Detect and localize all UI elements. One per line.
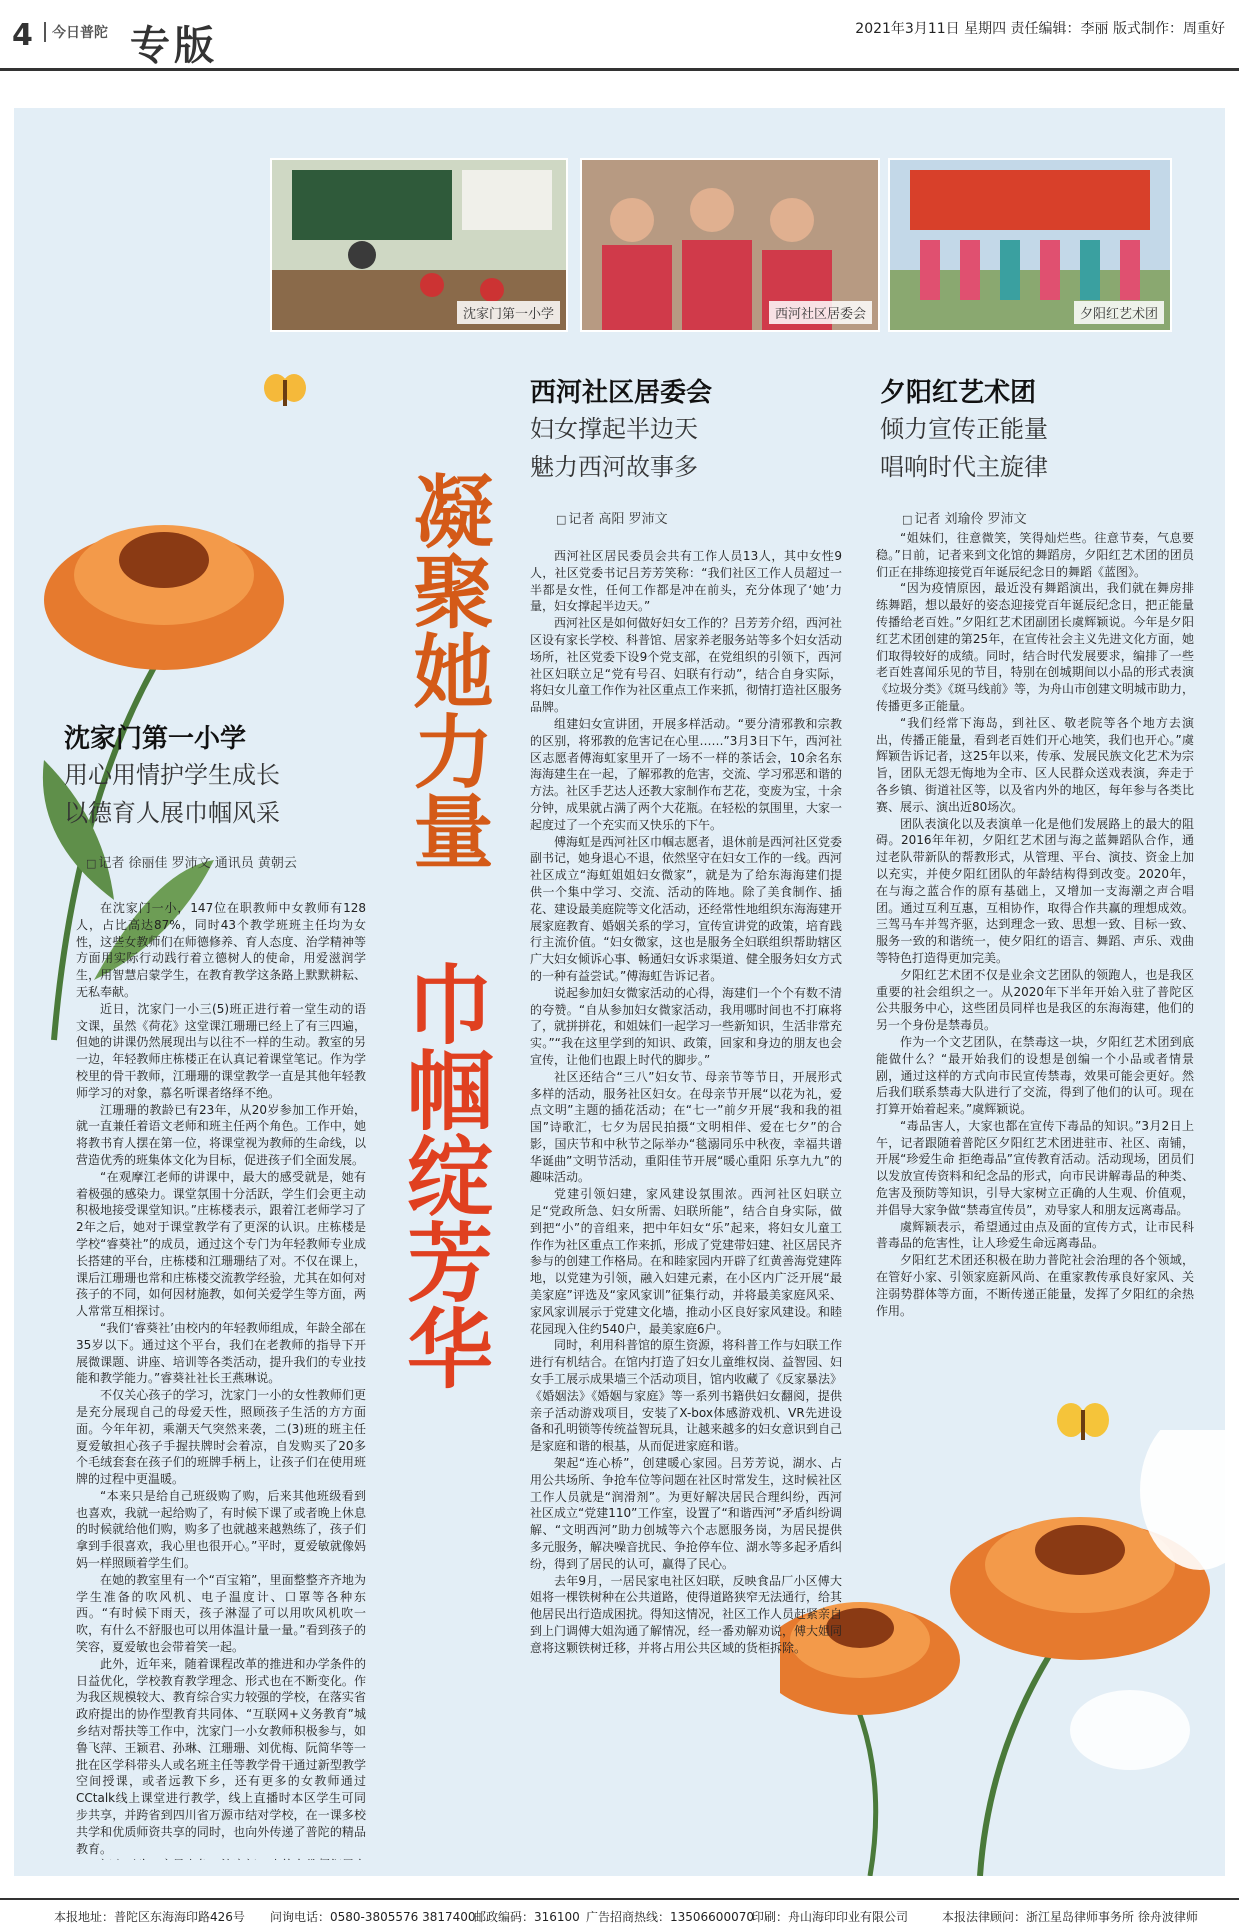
paragraph: “在观摩江老师的讲课中，最大的感受就是，她有着极强的感染力。课堂氛围十分活跃，学生们会更主动积极地接受课堂知识。”庄栋楼表示，跟着江老师学习了2年之后，她对于课堂教学有了更深的认识。庄栋楼是学校“睿葵社”的成员，通过这个专门为年轻教师专业成长搭建的平台，庄栋楼和江珊珊结了对。不仅在课上，课后江珊珊也常和庄栋楼交流教学经验，尤其在如何对孩子的不同，如何因材施教，如何关爱学生等方面，两人常常互相探讨。 xyxy=(76,1169,366,1319)
paragraph: 不仅关心孩子的学习，沈家门一小的女性教师们更是充分展现自己的母爱天性，照顾孩子生活的方方面面。今年年初，乘潮天气突然来袭，二(3)班的班主任夏爱敏担心孩子手握扶牌时会着凉，自发购买了20多个毛绒套套在孩子们的班牌手柄上，让孩子们在使用班牌的过程中更温暖。 xyxy=(76,1388,366,1487)
paragraph: 社区还结合“三八”妇女节、母亲节等节日，开展形式多样的活动，服务社区妇女。在母亲节开展“以花为礼，爱点文明”主题的插花活动；在“七一”前夕开展“我和我的祖国”诗歌汇，七夕为居民拍摄“文明相伴、爱在七夕”的合影，国庆节和中秋节之际举办“毯溺同乐中秋夜，幸福共谱华诞曲”文明节活动，重阳佳节开展“暖心重阳 乐享九九”的趣味活动。 xyxy=(530,1069,842,1185)
paragraph xyxy=(76,1857,366,1860)
footer-lawyer: 本报法律顾问：浙江星岛律师事务所 徐舟波律师 xyxy=(942,1910,1198,1924)
main-headline-line1: 凝聚她力量 xyxy=(400,470,494,870)
article-body-art-troupe xyxy=(876,530,1194,1370)
photo-school xyxy=(270,158,568,332)
article-subtitle-art-troupe-2: 唱响时代主旋律 xyxy=(880,453,1048,481)
newspaper-logo: 今日普陀 xyxy=(44,22,108,42)
paragraph: “姐妹们，往意微笑，笑得灿烂些。往意节奏，气息要稳。”日前，记者来到文化馆的舞蹈房，夕阳红艺术团的团员们正在排练迎接党百年诞辰纪念日的舞蹈《蓝图》。 xyxy=(876,531,1194,579)
paragraph: “因为疫情原因，最近没有舞蹈演出，我们就在舞房排练舞蹈，想以最好的姿态迎接党百年诞辰纪念日，把正能量传播给老百姓。”夕阳红艺术团副团长虞辉颖说。今年是夕阳红艺术团创建的第25年，在宣传社会主义先进文化方面，她们取得较好的成绩。同时，结合时代发展要求，编排了一些老百姓喜闻乐见的节目，特别在创城期间以小品的形式表演《垃圾分类》《斑马线前》等，为舟山市创建文明城市助力，传播更多正能量。 xyxy=(876,581,1194,713)
section-title: 专版 xyxy=(130,23,218,69)
flower-bottom-right-icon xyxy=(780,1430,1225,1876)
paragraph: 夕阳红艺术团不仅是业余文艺团队的领跑人，也是我区重要的社会组织之一。从2020年下半年开始入驻了普陀区公共服务中心，这些团员同样也是我区的东海海建，他们的另一个身份是禁毒员。 xyxy=(876,967,1194,1033)
article-byline-art-troupe: □ 记者 刘瑜伶 罗沛文 xyxy=(902,508,1027,527)
paragraph: 西河社区居民委员会共有工作人员13人，其中女性9人，社区党委书记吕芳芳笑称：“我们社区工作人员超过一半都是女性，任何工作都是冲在前头，充分体现了‘她’力量，妇女撑起半边天。” xyxy=(530,549,842,614)
paragraph: “本来只是给自己班级购了购，后来其他班级看到也喜欢，我就一起给购了，有时候下课了或者晚上休息的时候就给他们购，购多了也就越来越熟练了，孩子们拿到手很喜欢，我心里也很开心。”平时，夏爱敏就像妈妈一样照顾着学生们。 xyxy=(76,1488,366,1571)
paragraph: 去年9月，一居民家电社区妇联，反映食品厂小区傅大姐将一棵铁树种在公共道路，使得道路狭窄无法通行，给其他居民出行造成困扰。得知这情况，社区工作人员赶紧亲自到上门调傅大姐沟通了解情况，经一番劝解劝说，傅大姐同意将这颗铁树迁移，并将占用公共区域的货柜拆除。 xyxy=(530,1573,842,1655)
article-title-art-troupe: 夕阳红艺术团 xyxy=(880,378,1037,408)
footer-ad-phone: 广告招商热线：13506600070 xyxy=(586,1910,754,1924)
photo-caption-school: 沈家门第一小学 xyxy=(457,301,560,324)
paragraph: 党建引领妇建，家风建设氛围浓。西河社区妇联立足“党政所急、妇女所需、妇联所能”，结合自身实际，做到把“小”的音组来，把中年妇女“乐”起来，将妇女儿童工作作为社区重点工作来抓，形成了党建带妇建、社区居民齐参与的创建工作格局。在和睦家园内开辟了红黄善海党建阵地，以党建为引领，融入妇建元素，在小区内广泛开展“最美家庭”评选及“家风家训”征集行动，并将最美家庭风采、家风家训展示于党建文化墙，推动小区良好家风建设。和睦花园现入住约540户，最美家庭6户。 xyxy=(530,1187,842,1336)
issue-info: 2021年3月11日 星期四 责任编辑：李丽 版式制作：周重好 xyxy=(855,21,1225,37)
article-byline-school: □ 记者 徐丽佳 罗沛文 通讯员 黄朝云 xyxy=(86,852,297,871)
photo-caption-art-troupe: 夕阳红艺术团 xyxy=(1074,301,1164,324)
article-subtitle-school-2: 以德育人展巾帼风采 xyxy=(64,799,280,827)
footer-postcode: 邮政编码：316100 xyxy=(474,1910,580,1924)
footer-printer: 印刷：舟山海印印业有限公司 xyxy=(752,1910,909,1924)
page-footer xyxy=(0,1898,1239,1929)
paragraph: 在沈家门一小，147位在职教师中女教师有128人，占比高达87%，同时43个教学班班主任均为女性，这些女教师们在师德修养、育人态度、治学精神等方面用实际行动践行着立德树人的使命，用爱滋润学生，用智慧启蒙学生，在教育教学这条路上默默耕耘、无私奉献。 xyxy=(76,901,366,999)
paragraph: “毒品害人，大家也都在宣传下毒品的知识。”3月2日上午，记者跟随着普陀区夕阳红艺术团进驻市、社区、南铺，开展“珍爱生命 拒绝毒品”宣传教育活动。活动现场，团员们以发放宣传资料和纪念品的形式，向市民讲解毒品的种类、危害及预防等知识，引导大家树立正确的人生观、价值观，并倡导大家争做“禁毒宣传员”，劝导家人和朋友远离毒品。 xyxy=(876,1118,1194,1217)
paragraph: 团队表演化以及表演单一化是他们发展路上的最大的阻碍。2016年年初，夕阳红艺术团与海之蓝舞蹈队合作，通过老队带新队的帮教形式，从管理、平台、演技、资金上加以充实，并使夕阳红团队的年龄结构得到改变。2020年，在与海之蓝合作的原有基础上，又增加一支海潮之声合唱团。通过互利互惠，互相协作，取得合作共赢的理想成效。三驾马车并驾齐驱，达到理念一致、思想一致、目标一致、服务一致的和谐统一，使夕阳红的语言、舞蹈、声乐、戏曲等特色打造得更加完美。 xyxy=(876,816,1194,965)
butterfly-right-icon xyxy=(1055,1400,1111,1448)
photo-caption-community: 西河社区居委会 xyxy=(769,301,872,324)
paragraph: 虞辉颖表示，希望通过由点及面的宣传方式，让市民科普毒品的危害性，让人珍爱生命远离毒品。 xyxy=(876,1219,1194,1251)
paragraph xyxy=(530,1657,842,1658)
page-number: 4 xyxy=(12,18,33,53)
footer-phone: 问询电话：0580-3805576 3817400 xyxy=(270,1910,476,1924)
paragraph: “我们经常下海岛，到社区、敬老院等各个地方去演出，传播正能量，看到老百姓们开心地笑，我们也开心。”虞辉颖告诉记者，这25年以来，传承、发展民族文化艺术为宗旨，团队无怨无悔地为全市、区人民群众送戏表演，奔走于各乡镇、街道社区等，以及省内外的地区，每年参与各类比赛、展示、演出近80场次。 xyxy=(876,715,1194,814)
paragraph: 夕阳红艺术团还积极在助力普陀社会治理的各个领域，在管好小家、引领家庭新风尚、在重家教传承良好家风、关注弱势群体等方面，不断传递正能量，发挥了夕阳红的余热作用。 xyxy=(876,1253,1194,1318)
article-title-school: 沈家门第一小学 xyxy=(64,724,247,754)
paragraph: 在她的教室里有一个“百宝箱”，里面整整齐齐地为学生准备的吹风机、电子温度计、口罩等各种东西。“有时候下雨天，孩子淋湿了可以用吹风机吹一吹，有什么不舒服也可以用体温计量一量。”看到孩子的笑容，夏爱敏也会带着笑一起。 xyxy=(76,1572,366,1655)
paragraph: 江珊珊的教龄已有23年，从20岁参加工作开始，就一直兼任着语文老师和班主任两个角色。工作中，她将教书育人摆在第一位，将课堂视为教师的生命线，以营造优秀的班集体文化为目标，促进孩子们全面发展。 xyxy=(76,1102,366,1167)
paragraph: 组建妇女宣讲团，开展多样活动。“要分清邪教和宗教的区别，将邪教的危害记在心里……”3月3日下午，西河社区志愿者傅海虹家里开了一场不一样的茶话会，10余名东海海建生在一起，了解邪教的危害，交流、学习邪恶和谐的方法。社区手艺达人还教大家制作布艺花，变废为宝，十余分钟，成果就占满了两个大花瓶。在轻松的氛围里，大家一起度过了一个充实而又快乐的下午。 xyxy=(530,716,842,832)
article-byline-community: □ 记者 高阳 罗沛文 xyxy=(556,508,668,527)
paragraph: 西河社区是如何做好妇女工作的？吕芳芳介绍，西河社区设有家长学校、科普馆、居家养老服务站等多个妇女活动场所，社区党委下设9个党支部，在党组织的引领下，西河社区妇联立足“党有号召、妇联有行动”，结合自身实际，将妇女儿童工作作为社区重点工作来抓，彻情打造社区服务品牌。 xyxy=(530,616,842,715)
article-body-school xyxy=(76,900,366,1860)
article-subtitle-school-1: 用心用情护学生成长 xyxy=(64,761,280,789)
butterfly-icon xyxy=(262,372,308,412)
photo-art-troupe xyxy=(888,158,1172,332)
paragraph: 作为一个文艺团队，在禁毒这一块，夕阳红艺术团到底能做什么？“最开始我们的设想是创编一个小品或者情景剧，通过这样的方式向市民宣传禁毒，效果可能会更好。然后我们联系禁毒大队进行了交流，得到了他们的认可。现在打算开始着起来。”虞辉颖说。 xyxy=(876,1034,1194,1117)
paragraph: 此外，近年来，随着课程改革的推进和办学条件的日益优化，学校教育教学理念、形式也在不断变化。作为我区规模较大、教育综合实力较强的学校，在落实省政府提出的协作型教育共同体、“互联网+义务教育”城乡结对帮扶等工作中，沈家门一小女教师积极参与，如鲁飞萍、王颖君、孙琳、江珊珊、刘优梅、阮简华等一批在区学科带头人或名班主任等教学骨干通过新型教学空间授课，或者远教下乡，还有更多的女教师通过CCtalk线上课堂进行教学，线上直播时本区学生可同步共享，并跨省到四川省万源市结对学校，在一课多校共学和优质师资共享的同时，也向外传递了普陀的精品教育。 xyxy=(76,1656,366,1856)
paragraph: “我们‘睿葵社’由校内的年轻教师组成，年龄全部在35岁以下。通过这个平台，我们在老教师的指导下开展微课题、讲座、培训等各类活动，提升我们的专业技能和教学能力。”睿葵社社长王燕琳说。 xyxy=(76,1320,366,1386)
footer-address: 本报地址：普陀区东海海印路426号 xyxy=(54,1910,245,1924)
page-header xyxy=(0,0,1239,71)
article-subtitle-community-2: 魅力西河故事多 xyxy=(530,453,698,481)
article-subtitle-community-1: 妇女撑起半边天 xyxy=(530,415,698,443)
paragraph: 同时，利用科普馆的原生资源，将科普工作与妇联工作进行有机结合。在馆内打造了妇女儿童维权岗、益智园、妇女手工展示成果墙三个活动项目，馆内收藏了《反家暴法》《婚姻法》《婚姻与家庭》等一系列书籍供妇女翻阅，提供亲子活动游戏项目，安装了X-box体感游戏机、VR先进设备和孔明锁等传统益智玩具，让越来越多的妇女意识到自己是家庭和谐的根基，从而促进家庭和谐。 xyxy=(530,1338,842,1454)
paragraph: 架起“连心桥”，创建暖心家园。吕芳芳说，湖水、占用公共场所、争抢车位等问题在社区时常发生，这时候社区工作人员就是“润滑剂”。为更好解决居民合理纠纷，西河社区成立“党建110”工作室，设置了“和谐西河”矛盾纠纷调解、“文明西河”助力创城等六个志愿服务岗，为居民提供多元服务，解决噪音扰民、争抢停车位、湖水等多起矛盾纠纷，得到了居民的认可，赢得了民心。 xyxy=(530,1456,842,1571)
paragraph: 近日，沈家门一小三(5)班正进行着一堂生动的语文课，虽然《荷花》这堂课江珊珊已经上了有三四遍，但她的讲课仍然展现出与以往不一样的生动。教室的另一边，年轻教师庄栋楼正在认真记着课堂笔记。作为学校里的骨干教师，江珊珊的课堂教学一直是其他年轻教师学习的对象，慕名听课者络绎不绝。 xyxy=(76,1001,366,1100)
article-title-community: 西河社区居委会 xyxy=(530,378,713,408)
photo-community xyxy=(580,158,880,332)
paragraph: 傅海虹是西河社区巾帼志愿者，退休前是西河社区党委副书记，她身退心不退，依然坚守在妇女工作的一线。西河社区成立“海虹姐姐妇女微家”，就是为了给东海海建们提供一个集中学习、交流、活动的阵地。除了美食制作、插花、建设最美庭院等文化活动，还经常性地组织东海海建开展家庭教育、婚姻关系的学习，宣传宣讲党的政策，培育践行主流价值。“妇女微家，这也是服务全妇联组织帮助辖区广大妇女倾诉心事、畅通妇女诉求渠道、健全服务妇女方式的一种有益尝试。”傅海虹告诉记者。 xyxy=(530,834,842,983)
main-headline-line2: 巾帼绽芳华 xyxy=(392,960,493,1390)
article-subtitle-art-troupe-1: 倾力宣传正能量 xyxy=(880,415,1048,443)
article-body-community xyxy=(530,548,842,1658)
paragraph: 说起参加妇女微家活动的心得，海建们一个个有数不清的夸赞。“自从参加妇女微家活动，我用哪时间也不打麻将了，就拼拼花，和姐妹们一起学习一些新知识，生活非常充实。”“我在这里学到的知识、政策，回家和身边的朋友也会宣传，让他们也跟上时代的脚步。” xyxy=(530,985,842,1067)
